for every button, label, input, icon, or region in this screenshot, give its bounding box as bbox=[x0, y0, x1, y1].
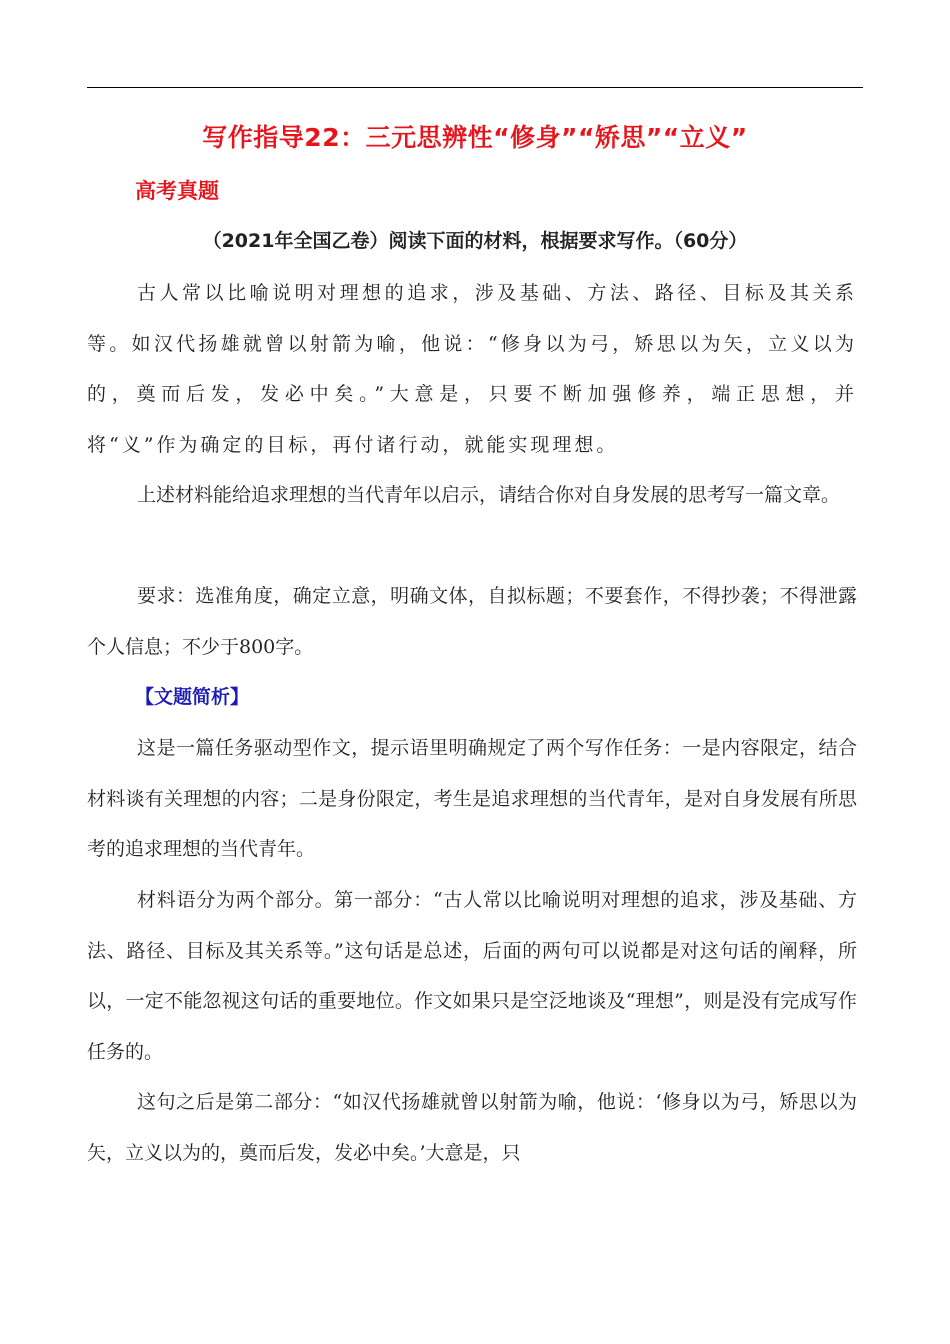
page-title: 写作指导22：三元思辨性“修身”“矫思”“立义” bbox=[202, 123, 748, 152]
requirements-paragraph: 要求：选准角度，确定立意，明确文体，自拟标题；不要套作，不得抄袭；不得泄露个人信息；不少于800字。 bbox=[87, 585, 857, 658]
analysis-paragraph: 这句之后是第二部分：“如汉代扬雄就曾以射箭为喻，他说：‘修身以为弓，矫思以为矢，立义以为的，奠而后发，发必中矣。’大意是，只 bbox=[87, 1091, 857, 1164]
material-paragraph: 古人常以比喻说明对理想的追求，涉及基础、方法、路径、目标及其关系等。如汉代扬雄就曾以射箭为喻，他说：“修身以为弓，矫思以为矢，立义以为的，奠而后发，发必中矣。”大意是，只要不断加强修养，端正思想，并将“义”作为确定的目标，再付诸行动，就能实现理想。 bbox=[87, 282, 857, 456]
exam-prompt: （2021年全国乙卷）阅读下面的材料，根据要求写作。（60分） bbox=[202, 230, 748, 252]
instruction-paragraph: 上述材料能给追求理想的当代青年以启示，请结合你对自身发展的思考写一篇文章。 bbox=[137, 484, 841, 506]
section-heading: 高考真题 bbox=[135, 179, 219, 203]
analysis-paragraph: 材料语分为两个部分。第一部分：“古人常以比喻说明对理想的追求，涉及基础、方法、路径、目标及其关系等。”这句话是总述，后面的两句可以说都是对这句话的阐释，所以，一定不能忽视这句话的重要地位。作文如果只是空泛地谈及“理想”，则是没有完成写作任务的。 bbox=[87, 889, 857, 1063]
header-rule bbox=[87, 87, 863, 88]
analysis-heading: 【文题简析】 bbox=[135, 686, 250, 708]
analysis-paragraph: 这是一篇任务驱动型作文，提示语里明确规定了两个写作任务：一是内容限定，结合材料谈有关理想的内容；二是身份限定，考生是追求理想的当代青年，是对自身发展有所思考的追求理想的当代青年。 bbox=[87, 737, 857, 860]
